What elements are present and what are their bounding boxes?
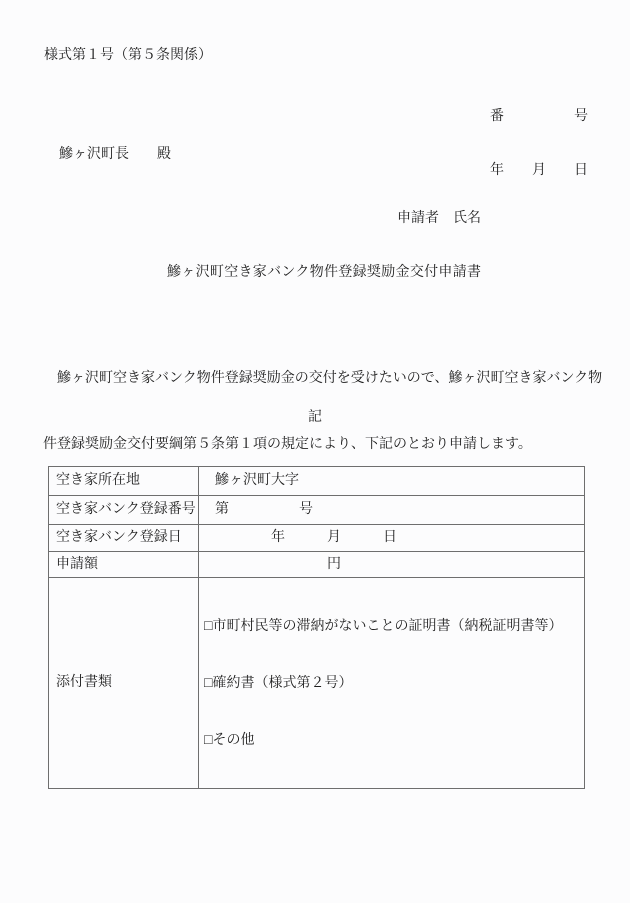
document-title: 鰺ヶ沢町空き家バンク物件登録奨励金交付申請書 — [167, 265, 482, 280]
table-row-value: 年 月 日 — [199, 525, 585, 552]
table-row-value: 鰺ヶ沢町大字 — [199, 467, 585, 496]
document-number-line: 番 号 — [490, 109, 588, 124]
table-row-property-location — [49, 467, 585, 496]
table-row-label: 添付書類 — [49, 578, 199, 789]
table-row-label: 空き家所在地 — [49, 467, 199, 496]
table-row-value: 第 号 — [199, 496, 585, 525]
body-line: 件登録奨励金交付要綱第５条第１項の規定により、下記のとおり申請します。 — [43, 437, 532, 452]
document-date-line: 年 月 日 — [490, 163, 588, 178]
table-row-value: 円 — [199, 552, 585, 578]
attachment-option-other: □その他 — [204, 733, 255, 748]
table-row-label: 申請額 — [49, 552, 199, 578]
table-row-bank-registration-date — [49, 525, 585, 552]
applicant-name-line: 申請者 氏名 — [397, 211, 481, 226]
number-date-block — [490, 72, 588, 216]
table-row-label: 空き家バンク登録日 — [49, 525, 199, 552]
attachment-option-pledge: □確約書（様式第２号） — [204, 676, 353, 691]
table-row-application-amount — [49, 552, 585, 578]
form-label: 様式第１号（第５条関係） — [44, 48, 212, 63]
application-table — [48, 466, 585, 789]
attachment-option-tax-certificate: □市町村民等の滞納がないことの証明書（納税証明書等） — [204, 619, 563, 634]
body-line: 鰺ヶ沢町空き家バンク物件登録奨励金の交付を受けたいので、鰺ヶ沢町空き家バンク物 — [43, 371, 603, 386]
table-row-label: 空き家バンク登録番号 — [49, 496, 199, 525]
table-row-value — [199, 578, 585, 789]
table-row-attachments — [49, 578, 585, 789]
table-row-bank-registration-number — [49, 496, 585, 525]
addressee-line: 鰺ヶ沢町長 殿 — [59, 147, 171, 162]
record-mark: 記 — [308, 410, 322, 425]
